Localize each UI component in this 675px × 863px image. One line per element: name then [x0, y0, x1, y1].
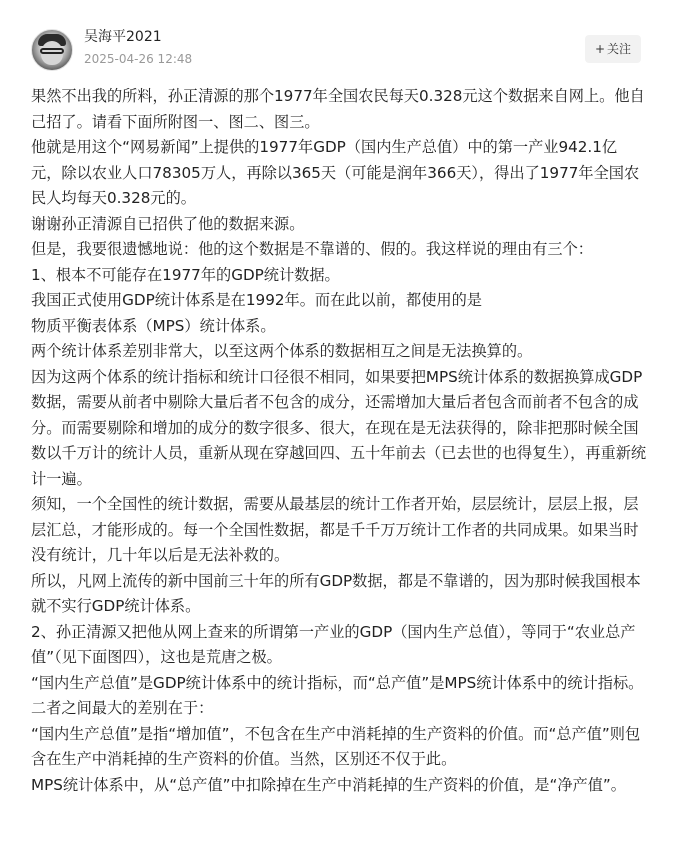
- article-paragraph: MPS统计体系中，从“总产值”中扣除掉在生产中消耗掉的生产资料的价值，是“净产值”。: [31, 775, 626, 794]
- article-paragraph: 所以，凡网上流传的新中国前三十年的所有GDP数据，都是不靠谱的，因为那时候我国根本就不实行GDP统计体系。: [31, 571, 641, 615]
- article-paragraph: 物质平衡表体系（MPS）统计体系。: [31, 316, 276, 335]
- follow-button[interactable]: [585, 35, 641, 63]
- article-paragraph: 他就是用这个“网易新闻”上提供的1977年GDP（国内生产总值）中的第一产业942.1亿元，除以农业人口78305万人，再除以365天（可能是润年366天），得出了1977年全国农民人均每天0.328元的。: [31, 138, 640, 207]
- article-paragraph: 果然不出我的所料，孙正清源的那个1977年全国农民每天0.328元这个数据来自网上。他自己招了。请看下面所附图一、图二、图三。: [31, 87, 645, 131]
- author-avatar[interactable]: [31, 29, 73, 71]
- article-paragraph: 两个统计体系差别非常大，以至这两个体系的数据相互之间是无法换算的。: [31, 342, 533, 360]
- article-paragraph: 我国正式使用GDP统计体系是在1992年。而在此以前，都使用的是: [31, 291, 482, 309]
- article-paragraph: “国内生产总值”是指“增加值”，不包含在生产中消耗掉的生产资料的价值。而“总产值”则包含在生产中消耗掉的生产资料的价值。当然，区别还不仅于此。: [31, 724, 641, 768]
- article-paragraph: 1、根本不可能存在1977年的GDP统计数据。: [31, 265, 340, 284]
- article-paragraph: 但是，我要很遗憾地说：他的这个数据是不靠谱的、假的。我这样说的理由有三个：: [31, 240, 593, 258]
- post-time: 2025-04-26 12:48: [84, 52, 193, 66]
- avatar-glasses: [40, 48, 64, 54]
- article-paragraph: 谢谢孙正清源自已招供了他的数据来源。: [31, 214, 305, 233]
- plus-icon: +: [594, 42, 606, 56]
- post-header: [0, 0, 675, 82]
- article-paragraph: 须知，一个全国性的统计数据，需要从最基层的统计工作者开始，层层统计，层层上报，层层汇总，才能形成的。每一个全国性数据，都是千千万万统计工作者的共同成果。如果当时没有统计，几十年以后是无法补救的。: [31, 495, 639, 564]
- article-paragraph: 因为这两个体系的统计指标和统计口径很不相同，如果要把MPS统计体系的数据换算成GDP数据，需要从前者中剔除大量后者不包含的成分，还需增加大量后者包含而前者不包含的成分。而需要剔除和增加的成分的数字很多、很大，在现在是无法获得的，除非把那时候全国数以千万计的统计人员，重新从现在穿越回四、五十年前去（已去世的也得复生），再重新统计一遍。: [31, 367, 647, 488]
- article-paragraph: 2、孙正清源又把他从网上查来的所谓第一产业的GDP（国内生产总值），等同于“农业总产值”（见下面图四），这也是荒唐之极。: [31, 622, 636, 666]
- follow-button-label: 关注: [607, 42, 632, 56]
- author-name[interactable]: 吴海平2021: [84, 29, 162, 45]
- article-paragraph: “国内生产总值”是GDP统计体系中的统计指标，而“总产值”是MPS统计体系中的统计指标。二者之间最大的差别在于：: [31, 673, 644, 717]
- article-body: [31, 84, 647, 798]
